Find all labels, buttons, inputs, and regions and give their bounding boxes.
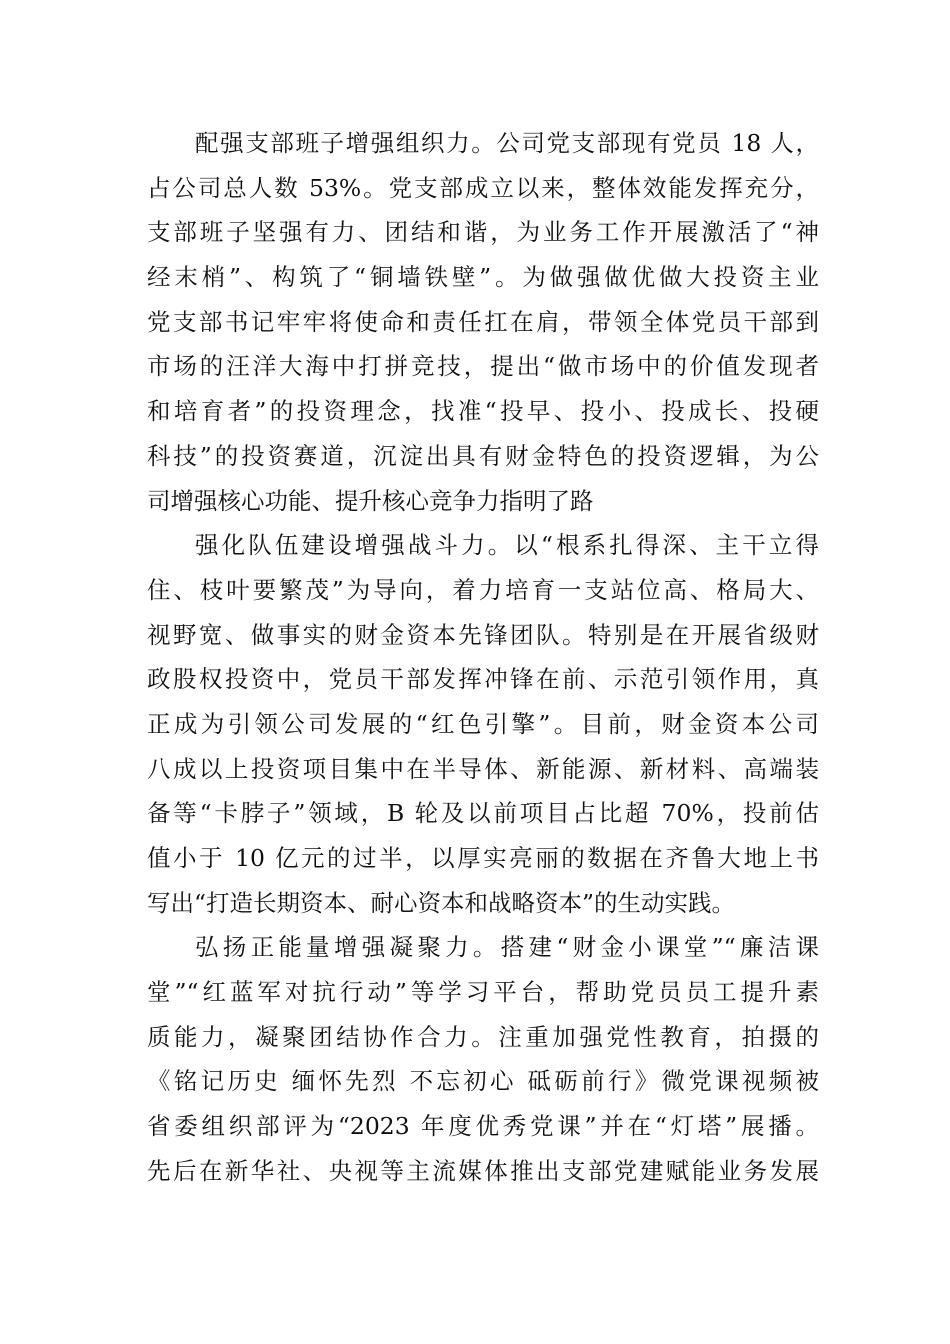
paragraph-organization <box>147 121 819 523</box>
text-line: 省委组织部评为“2023 年度优秀党课”并在“灯塔”展播。 <box>147 1112 819 1141</box>
text-line: 住、枝叶要繁茂”为导向，着力培育一支站位高、格局大、 <box>147 575 819 604</box>
text-line: 党支部书记牢牢将使命和责任扛在肩，带领全体党员干部到 <box>147 307 819 336</box>
text-line: 配强支部班子增强组织力。公司党支部现有党员 18 人， <box>195 129 819 157</box>
text-line: 质能力，凝聚团结协作合力。注重加强党性教育，拍摄的 <box>147 1022 819 1051</box>
text-line: 市场的汪洋大海中打拼竞技，提出“做市场中的价值发现者 <box>147 352 819 381</box>
document-body <box>147 121 819 1194</box>
text-line: 《铭记历史 缅怀先烈 不忘初心 砥砺前行》微党课视频被 <box>147 1067 819 1096</box>
text-line: 强化队伍建设增强战斗力。以“根系扎得深、主干立得 <box>195 531 819 560</box>
text-line: 和培育者”的投资理念，找准“投早、投小、投成长、投硬 <box>147 397 819 426</box>
text-line: 司增强核心功能、提升核心竞争力指明了路 <box>147 486 594 515</box>
text-line: 八成以上投资项目集中在半导体、新能源、新材料、高端装 <box>147 754 819 783</box>
text-line: 备等“卡脖子”领域，B 轮及以前项目占比超 70%，投前估 <box>147 799 819 828</box>
text-line: 堂”“红蓝军对抗行动”等学习平台，帮助党员员工提升素 <box>147 978 819 1007</box>
text-line: 值小于 10 亿元的过半，以厚实亮丽的数据在齐鲁大地上书 <box>147 844 819 872</box>
text-line: 政股权投资中，党员干部发挥冲锋在前、示范引领作用，真 <box>147 665 819 694</box>
text-line: 支部班子坚强有力、团结和谐，为业务工作开展激活了“神 <box>147 218 819 247</box>
text-line: 先后在新华社、央视等主流媒体推出支部党建赋能业务发展 <box>147 1156 819 1185</box>
text-line: 经末梢”、构筑了“铜墙铁壁”。为做强做优做大投资主业 <box>147 263 819 292</box>
text-line: 弘扬正能量增强凝聚力。搭建“财金小课堂”“廉洁课 <box>195 933 819 962</box>
text-line: 占公司总人数 53%。党支部成立以来，整体效能发挥充分， <box>147 173 819 202</box>
text-line: 正成为引领公司发展的“红色引擎”。目前，财金资本公司 <box>147 709 819 738</box>
text-line: 科技”的投资赛道，沉淀出具有财金特色的投资逻辑，为公 <box>147 441 819 470</box>
paragraph-cohesion <box>147 925 819 1193</box>
text-line: 写出“打造长期资本、耐心资本和战略资本”的生动实践。 <box>147 888 736 917</box>
text-line: 视野宽、做事实的财金资本先锋团队。特别是在开展省级财 <box>147 620 819 649</box>
paragraph-team-building <box>147 523 819 925</box>
